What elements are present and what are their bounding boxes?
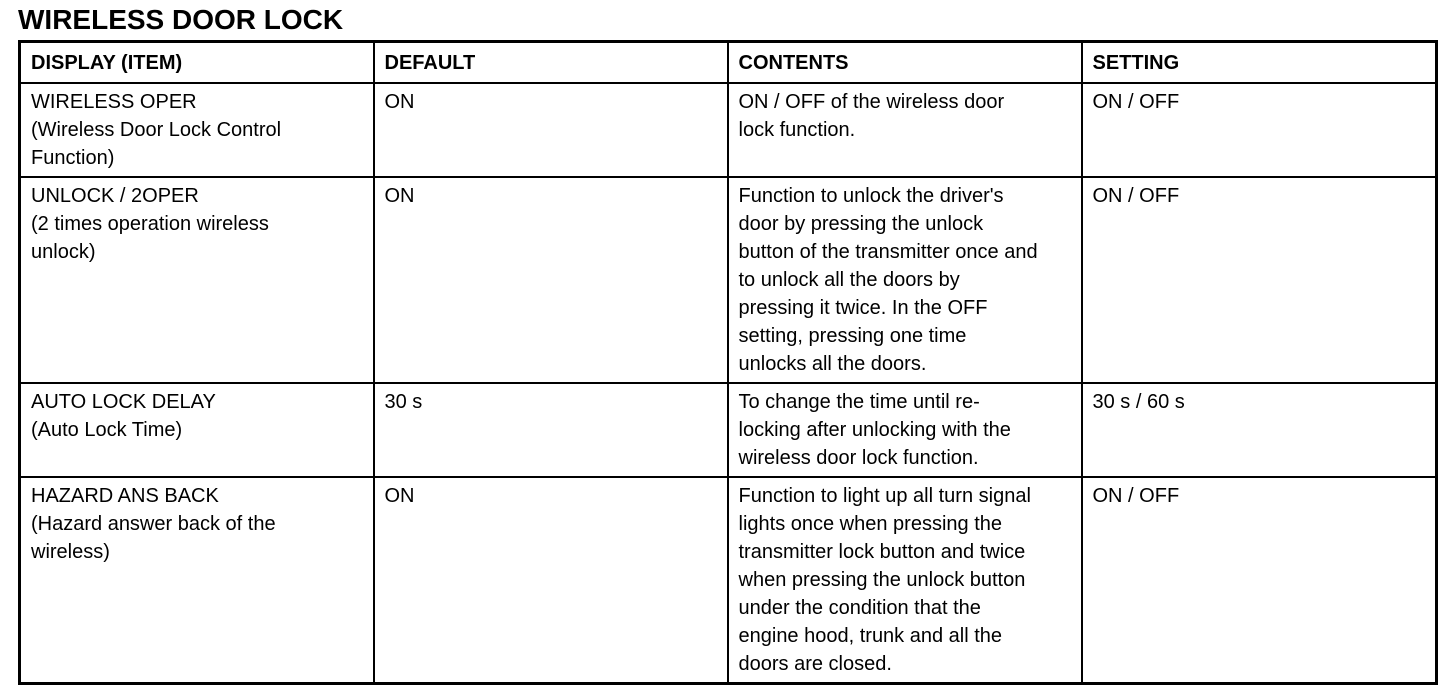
cell-setting: ON / OFF — [1082, 177, 1437, 383]
cell-default: ON — [374, 177, 728, 383]
cell-display-item: UNLOCK / 2OPER (2 times operation wireless unlock) — [20, 177, 374, 383]
table-row — [20, 383, 1437, 477]
cell-default: ON — [374, 83, 728, 177]
cell-display-item: AUTO LOCK DELAY (Auto Lock Time) — [20, 383, 374, 477]
cell-display-item: HAZARD ANS BACK (Hazard answer back of the wireless) — [20, 477, 374, 684]
cell-setting: 30 s / 60 s — [1082, 383, 1437, 477]
table-row — [20, 177, 1437, 383]
cell-display-item: WIRELESS OPER (Wireless Door Lock Control Function) — [20, 83, 374, 177]
cell-setting: ON / OFF — [1082, 477, 1437, 684]
table-header-row — [20, 42, 1437, 84]
table-row — [20, 477, 1437, 684]
page-title: WIRELESS DOOR LOCK — [18, 4, 344, 35]
cell-contents: Function to unlock the driver's door by pressing the unlock button of the transmitter once and to unlock all the doors by pressing it twice. In the OFF setting, pressing one time unlocks all the doors. — [728, 177, 1082, 383]
header-contents: CONTENTS — [728, 42, 1082, 84]
table-row — [20, 83, 1437, 177]
header-default: DEFAULT — [374, 42, 728, 84]
cell-contents: ON / OFF of the wireless door lock function. — [728, 83, 1082, 177]
cell-contents: Function to light up all turn signal lights once when pressing the transmitter lock button and twice when pressing the unlock button under the condition that the engine hood, trunk and all the doors are closed. — [728, 477, 1082, 684]
header-display-item: DISPLAY (ITEM) — [20, 42, 374, 84]
settings-table — [18, 40, 1438, 685]
cell-setting: ON / OFF — [1082, 83, 1437, 177]
cell-default: ON — [374, 477, 728, 684]
cell-default: 30 s — [374, 383, 728, 477]
cell-contents: To change the time until re- locking after unlocking with the wireless door lock function. — [728, 383, 1082, 477]
header-setting: SETTING — [1082, 42, 1437, 84]
